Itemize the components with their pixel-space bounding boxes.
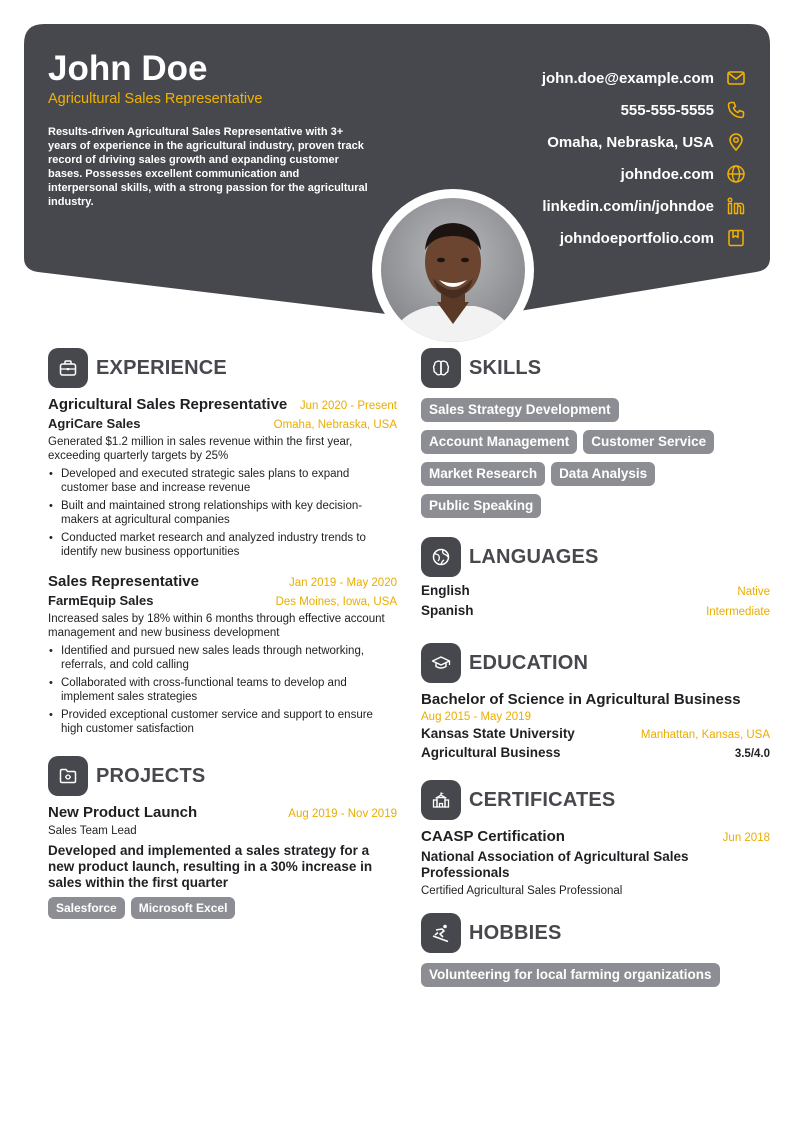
job-company: FarmEquip Sales xyxy=(48,593,154,608)
job-location: Omaha, Nebraska, USA xyxy=(273,419,397,431)
project-description: Developed and implemented a sales strategy for a new product launch, resulting in a 30% increase in sales within the first quarter xyxy=(48,843,373,890)
skill-tag: Customer Service xyxy=(583,430,714,454)
language-level: Native xyxy=(737,586,770,598)
education-school: Kansas State University xyxy=(421,726,575,741)
job-date: Jan 2019 - May 2020 xyxy=(288,577,397,589)
projects-section-header xyxy=(48,756,397,796)
language-name: English xyxy=(421,583,470,598)
contact-location-text: Omaha, Nebraska, USA xyxy=(547,133,714,151)
skill-tag: Market Research xyxy=(421,462,545,486)
hobbies-list xyxy=(421,963,770,995)
language-row xyxy=(421,603,770,623)
folder-icon xyxy=(48,756,88,796)
skills-section-header xyxy=(421,348,770,388)
job-bullet: • Conducted market research and analyzed industry trends to identify new business opportunities xyxy=(48,531,397,559)
certificate-date: Jun 2018 xyxy=(722,832,770,844)
hobbies-title: HOBBIES xyxy=(469,921,562,944)
job-bullets xyxy=(48,644,397,736)
project-title: New Product Launch xyxy=(48,804,198,821)
projects-title: PROJECTS xyxy=(96,764,206,787)
education-title: EDUCATION xyxy=(469,651,589,674)
language-row xyxy=(421,583,770,603)
job-title: Sales Representative xyxy=(48,573,199,590)
candidate-name: John Doe xyxy=(48,49,208,88)
contact-phone-text[interactable]: 555-555-5555 xyxy=(620,101,714,119)
phone-icon xyxy=(726,100,746,120)
project-tag: Salesforce xyxy=(48,897,125,919)
graduation-cap-icon xyxy=(421,643,461,683)
job-bullet: • Built and maintained strong relationships with key decision-makers at agricultural companies xyxy=(48,499,397,527)
job-company: AgriCare Sales xyxy=(48,416,141,431)
brain-icon xyxy=(421,348,461,388)
contact-linkedin-text[interactable]: linkedin.com/in/johndoe xyxy=(542,197,714,215)
contact-website-text[interactable]: johndoe.com xyxy=(620,165,714,183)
experience-section-header xyxy=(48,348,397,388)
contact-portfolio-text[interactable]: johndoeportfolio.com xyxy=(559,229,714,247)
contact-email-text[interactable]: john.doe@example.com xyxy=(541,69,714,87)
languages-list xyxy=(421,583,770,623)
certificate-description: Certified Agricultural Sales Professional xyxy=(421,885,623,897)
hobby-tag: Volunteering for local farming organizations xyxy=(421,963,720,987)
certificates-title: CERTIFICATES xyxy=(469,788,616,811)
contact-location xyxy=(386,126,746,158)
education-field: Agricultural Business xyxy=(421,745,561,760)
contact-email[interactable] xyxy=(386,62,746,94)
left-column xyxy=(48,348,397,927)
linkedin-icon xyxy=(726,196,746,216)
job-bullet: • Identified and pursued new sales leads through networking, referrals, and cold calling xyxy=(48,644,397,672)
job-summary: Increased sales by 18% within 6 months through effective account management and new business development xyxy=(48,613,385,639)
skill-tag: Data Analysis xyxy=(551,462,655,486)
skill-tag: Public Speaking xyxy=(421,494,541,518)
experience-item xyxy=(48,573,397,736)
skiing-icon xyxy=(421,913,461,953)
location-pin-icon xyxy=(726,132,746,152)
education-section-header xyxy=(421,643,770,683)
language-name: Spanish xyxy=(421,603,474,618)
globe-icon xyxy=(726,164,746,184)
education-date: Aug 2015 - May 2019 xyxy=(421,711,531,723)
candidate-role: Agricultural Sales Representative xyxy=(48,91,263,107)
languages-title: LANGUAGES xyxy=(469,545,599,568)
contact-phone[interactable] xyxy=(386,94,746,126)
education-item xyxy=(421,691,770,760)
certificate-item xyxy=(421,828,770,897)
education-gpa: 3.5/4.0 xyxy=(734,748,770,760)
job-bullets xyxy=(48,467,397,559)
skills-list xyxy=(421,398,751,526)
certificates-section-header xyxy=(421,780,770,820)
education-degree: Bachelor of Science in Agricultural Business xyxy=(421,691,741,708)
bookmark-icon xyxy=(726,228,746,248)
project-role: Sales Team Lead xyxy=(48,825,137,837)
institution-icon xyxy=(421,780,461,820)
job-date: Jun 2020 - Present xyxy=(299,400,397,412)
job-bullet: • Provided exceptional customer service and support to ensure high customer satisfaction xyxy=(48,708,397,736)
profile-photo xyxy=(381,198,525,342)
certificate-issuer: National Association of Agricultural Sales Professionals xyxy=(421,849,689,880)
job-bullet: • Collaborated with cross-functional teams to develop and implement sales strategies xyxy=(48,676,397,704)
project-tag: Microsoft Excel xyxy=(131,897,236,919)
right-column xyxy=(421,348,770,995)
job-location: Des Moines, Iowa, USA xyxy=(275,596,397,608)
briefcase-icon xyxy=(48,348,88,388)
profile-summary: Results-driven Agricultural Sales Representative with 3+ years of experience in the agricultural industry, proven track record of driving sales growth and expanding customer bases. Possesses excellent communication and interpersonal skills, with a strong passion for the agricultural industry. xyxy=(48,126,368,208)
job-bullet: • Developed and executed strategic sales plans to expand customer base and increase revenue xyxy=(48,467,397,495)
language-level: Intermediate xyxy=(706,606,770,618)
project-date: Aug 2019 - Nov 2019 xyxy=(288,808,397,820)
hobbies-section-header xyxy=(421,913,770,953)
skills-title: SKILLS xyxy=(469,356,542,379)
job-title: Agricultural Sales Representative xyxy=(48,396,288,413)
project-tags xyxy=(48,897,397,927)
job-summary: Generated $1.2 million in sales revenue within the first year, exceeding quarterly targets by 25% xyxy=(48,436,353,462)
contact-website[interactable] xyxy=(386,158,746,190)
skill-tag: Sales Strategy Development xyxy=(421,398,619,422)
skill-tag: Account Management xyxy=(421,430,577,454)
languages-section-header xyxy=(421,537,770,577)
experience-title: EXPERIENCE xyxy=(96,356,227,379)
language-globe-icon xyxy=(421,537,461,577)
mail-icon xyxy=(726,68,746,88)
experience-item xyxy=(48,396,397,559)
certificate-name: CAASP Certification xyxy=(421,828,565,845)
education-location: Manhattan, Kansas, USA xyxy=(640,729,770,741)
project-item xyxy=(48,804,397,927)
